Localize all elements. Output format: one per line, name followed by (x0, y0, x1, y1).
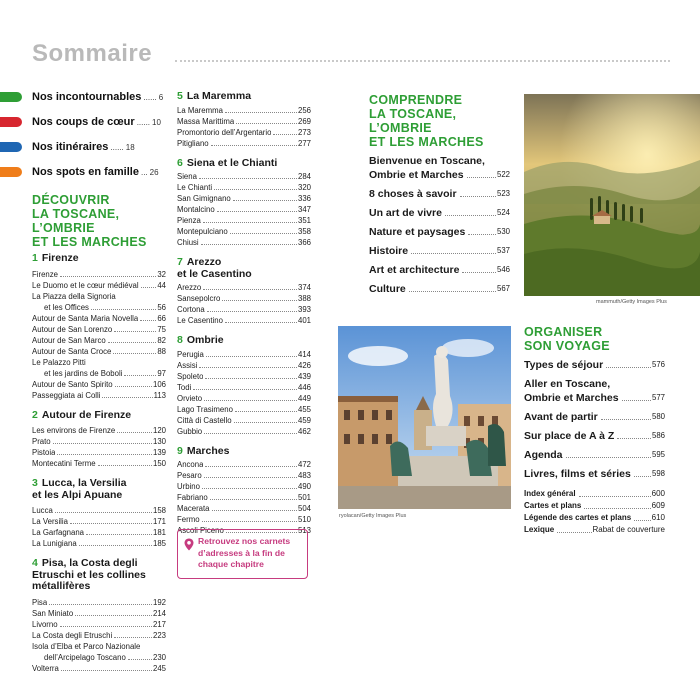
photo-credit: mammuth/Getty Images Plus (596, 299, 667, 305)
toc-entry[interactable]: 8 choses à savoir 523 (369, 188, 510, 200)
toc-entry[interactable]: Pitigliano 277 (177, 138, 311, 148)
toc-entry[interactable]: Spoleto 439 (177, 371, 311, 381)
section-heading-4: 4 Pisa, la Costa degli (32, 557, 138, 569)
toc-entry[interactable]: Fabriano 501 (177, 493, 311, 502)
toc-entry[interactable]: Histoire 537 (369, 245, 510, 257)
toc-entry[interactable]: Autour de Santa Croce 88 (32, 346, 166, 356)
toc-entry[interactable]: Culture 567 (369, 283, 510, 295)
toc-entry[interactable]: Volterra 245 (32, 663, 166, 673)
toc-entry[interactable]: Promontorio dell’Argentario 273 (177, 127, 311, 137)
toc-entry[interactable]: San Miniato 214 (32, 608, 166, 618)
toc-entry[interactable]: Fermo 510 (177, 515, 311, 524)
toc-entry[interactable]: Montecatini Terme 150 (32, 459, 166, 468)
toc-entry[interactable]: Ancona 472 (177, 460, 311, 469)
toc-entry[interactable]: Cortona 393 (177, 305, 311, 314)
understand-heading: COMPRENDRE LA TOSCANE, L’OMBRIE ET LES MARCHES (369, 93, 484, 149)
toc-entry[interactable]: Arezzo 374 (177, 283, 311, 292)
section-heading-1: 1 Firenze (32, 252, 79, 264)
toc-column-2: 5 La Maremma La Maremma 256 Massa Marittima 269 Promontorio dell’Argentario 273 Pitigliano 277 6 Siena et le Chianti Siena 284 Le Chianti 320 San Gimignano 336 Montalcino 347 Pienza 351 Montepulciano 358 Chiusi 366 7 Arezzo et le Casentino Arezzo 374 Sansepolcro 388 Cortona 393 Le Casentino 401 8 Ombrie Perugia 414 Assisi 426 Spoleto 439 Todi 446 Orvieto 449 Lago Trasimeno 455 Città di Castello 459 Gubbio 462 9 Marches Ancona 472 Pesaro 483 Urbino 490 Fabriano 501 Macerata 504 Fermo 510 Ascoli Piceno 513 (177, 90, 311, 535)
tuscany-landscape-photo (524, 94, 700, 296)
toc-entry[interactable]: La Garfagnana 181 (32, 528, 166, 537)
toc-entry[interactable]: Autour de San Marco 82 (32, 335, 166, 345)
title-divider (175, 60, 670, 62)
fountain-image (338, 326, 511, 509)
toc-entry[interactable]: Lago Trasimeno 455 (177, 404, 311, 414)
toc-entry-line[interactable]: Bienvenue en Toscane, (369, 155, 485, 167)
toc-entry[interactable]: Montepulciano 358 (177, 227, 311, 236)
toc-entry[interactable]: La Maremma 256 (177, 105, 311, 115)
section-heading-3: 3 Lucca, la Versilia (32, 477, 127, 489)
toc-entry[interactable]: Passeggiata ai Colli 113 (32, 390, 166, 400)
toc-entry[interactable]: Un art de vivre 524 (369, 207, 510, 219)
section-heading-5: 5 La Maremma (177, 90, 252, 102)
toc-entry[interactable]: Types de séjour 576 (524, 359, 665, 371)
highlight-color-bar (0, 117, 22, 127)
toc-entry[interactable]: San Gimignano 336 (177, 194, 311, 203)
toc-entry[interactable]: Todi 446 (177, 382, 311, 392)
photo-credit: ryolacan/Getty Images Plus (339, 513, 407, 519)
toc-entry-line[interactable]: Aller en Toscane, (524, 378, 611, 390)
section-heading-2: 2 Autour de Firenze (32, 408, 132, 421)
toc-entry[interactable]: Avant de partir 580 (524, 411, 665, 423)
toc-entry[interactable]: Siena 284 (177, 172, 311, 181)
toc-entry[interactable]: Ombrie et Marches 522 (369, 169, 510, 181)
address-callout: Retrouvez nos carnets d’adresses à la fin de chaque chapitre (177, 529, 308, 579)
toc-entry[interactable]: Pienza 351 (177, 216, 311, 225)
understand-list (369, 154, 510, 296)
toc-entry[interactable]: Agenda 595 (524, 449, 665, 461)
highlight-itineraires[interactable]: Nos itinéraires ...... 18 (0, 132, 135, 162)
toc-entry[interactable]: Pesaro 483 (177, 471, 311, 480)
section-heading-6: 6 Siena et le Chianti (177, 156, 278, 169)
toc-entry[interactable]: Gubbio 462 (177, 426, 311, 436)
toc-entry[interactable]: Le Duomo et le cœur médiéval 44 (32, 280, 166, 290)
highlight-incontournables[interactable]: Nos incontournables ...... 6 (0, 82, 163, 112)
toc-entry[interactable]: Perugia 414 (177, 349, 311, 359)
highlight-color-bar (0, 92, 22, 102)
toc-entry[interactable]: Livorno 217 (32, 619, 166, 629)
toc-entry[interactable]: Le Chianti 320 (177, 183, 311, 192)
toc-entry[interactable]: Art et architecture 546 (369, 264, 510, 276)
toc-entry[interactable]: et les Offices 56 (44, 302, 166, 312)
highlight-color-bar (0, 167, 22, 177)
toc-entry[interactable]: Orvieto 449 (177, 393, 311, 403)
toc-entry[interactable]: Le Casentino 401 (177, 316, 311, 325)
toc-entry[interactable]: Autour de Santa Maria Novella 66 (32, 313, 166, 323)
map-pin-icon (184, 538, 194, 551)
toc-entry[interactable]: La Lunigiana 185 (32, 539, 166, 548)
toc-entry[interactable]: Città di Castello 459 (177, 415, 311, 425)
toc-entry[interactable]: Lexique Rabat de couverture (524, 525, 665, 534)
toc-entry[interactable]: Autour de San Lorenzo 75 (32, 324, 166, 334)
toc-entry[interactable]: Urbino 490 (177, 482, 311, 491)
toc-entry[interactable]: Livres, films et séries 598 (524, 468, 665, 480)
toc-entry-line[interactable]: Isola d’Elba et Parco Nazionale (32, 641, 141, 651)
toc-entry[interactable]: Sansepolcro 388 (177, 294, 311, 303)
toc-entry[interactable]: Ascoli Piceno 513 (177, 526, 311, 535)
toc-entry[interactable]: Lucca 158 (32, 506, 166, 515)
toc-entry[interactable]: Ombrie et Marches 577 (524, 392, 665, 404)
highlight-spots-famille[interactable]: Nos spots en famille ... 26 (0, 157, 159, 187)
toc-entry[interactable]: et les jardins de Boboli 97 (44, 368, 166, 378)
toc-entry[interactable]: Sur place de A à Z 586 (524, 430, 665, 442)
toc-entry[interactable]: Assisi 426 (177, 360, 311, 370)
section-heading-7: 7 Arezzo (177, 256, 222, 268)
toc-entry[interactable]: dell’Arcipelago Toscano 230 (44, 652, 166, 662)
highlight-coups-de-coeur[interactable]: Nos coups de cœur ...... 10 (0, 107, 161, 137)
toc-entry[interactable]: Macerata 504 (177, 504, 311, 513)
toc-entry-line[interactable]: Le Palazzo Pitti (32, 357, 86, 367)
toc-entry-line[interactable]: La Piazza della Signoria (32, 291, 116, 301)
toc-entry[interactable]: Les environs de Firenze 120 (32, 426, 166, 435)
toc-entry[interactable]: La Versilia 171 (32, 517, 166, 526)
toc-entry[interactable]: Index général 600 (524, 489, 665, 498)
toc-entry[interactable]: Pistoia 139 (32, 448, 166, 457)
toc-entry[interactable]: Massa Marittima 269 (177, 116, 311, 126)
toc-entry[interactable]: Montalcino 347 (177, 205, 311, 214)
discover-heading: DÉCOUVRIR LA TOSCANE, L’OMBRIE ET LES MARCHES (32, 193, 147, 249)
highlight-color-bar (0, 142, 22, 152)
organize-list (524, 358, 665, 536)
toc-entry[interactable]: Nature et paysages 530 (369, 226, 510, 238)
section-heading-8: 8 Ombrie (177, 334, 224, 346)
section-heading-9: 9 Marches (177, 444, 230, 457)
toc-entry[interactable]: Firenze 32 (32, 269, 166, 279)
organize-heading: ORGANISER SON VOYAGE (524, 325, 610, 353)
toc-entry[interactable]: Prato 130 (32, 437, 166, 446)
toc-entry[interactable]: Légende des cartes et plans 610 (524, 513, 665, 522)
toc-entry[interactable]: La Costa degli Etruschi 223 (32, 630, 166, 640)
landscape-image (524, 94, 700, 296)
toc-entry[interactable]: Autour de Santo Spirito 106 (32, 379, 166, 389)
toc-entry[interactable]: Pisa 192 (32, 597, 166, 607)
toc-entry[interactable]: Cartes et plans 609 (524, 501, 665, 510)
page-title: Sommaire (32, 40, 153, 67)
toc-column-1: 1 Firenze Firenze 32 Le Duomo et le cœur médiéval 44 La Piazza della Signoria et les Offices 56 Autour de Santa Maria Novella 66 Autour de San Lorenzo 75 Autour de San Marco 82 Autour de Santa Croce 88 Le Palazzo Pitti et les jardins de Boboli 97 Autour de Santo Spirito 106 Passeggiata ai Colli 113 2 Autour de Firenze Les environs de Firenze 120 Prato 130 Pistoia 139 Montecatini Terme 150 3 Lucca, la Versilia et les Alpi Apuane Lucca 158 La Versilia 171 La Garfagnana 181 La Lunigiana 185 4 Pisa, la Costa degli Etruschi et les collines métallifères Pisa 192 San Miniato 214 Livorno 217 La Costa degli Etruschi 223 Isola d’Elba et Parco Nazionale dell’Arcipelago Toscano 230 Volterra 245 (32, 252, 166, 673)
florence-fountain-photo (338, 326, 511, 509)
toc-entry[interactable]: Chiusi 366 (177, 238, 311, 247)
